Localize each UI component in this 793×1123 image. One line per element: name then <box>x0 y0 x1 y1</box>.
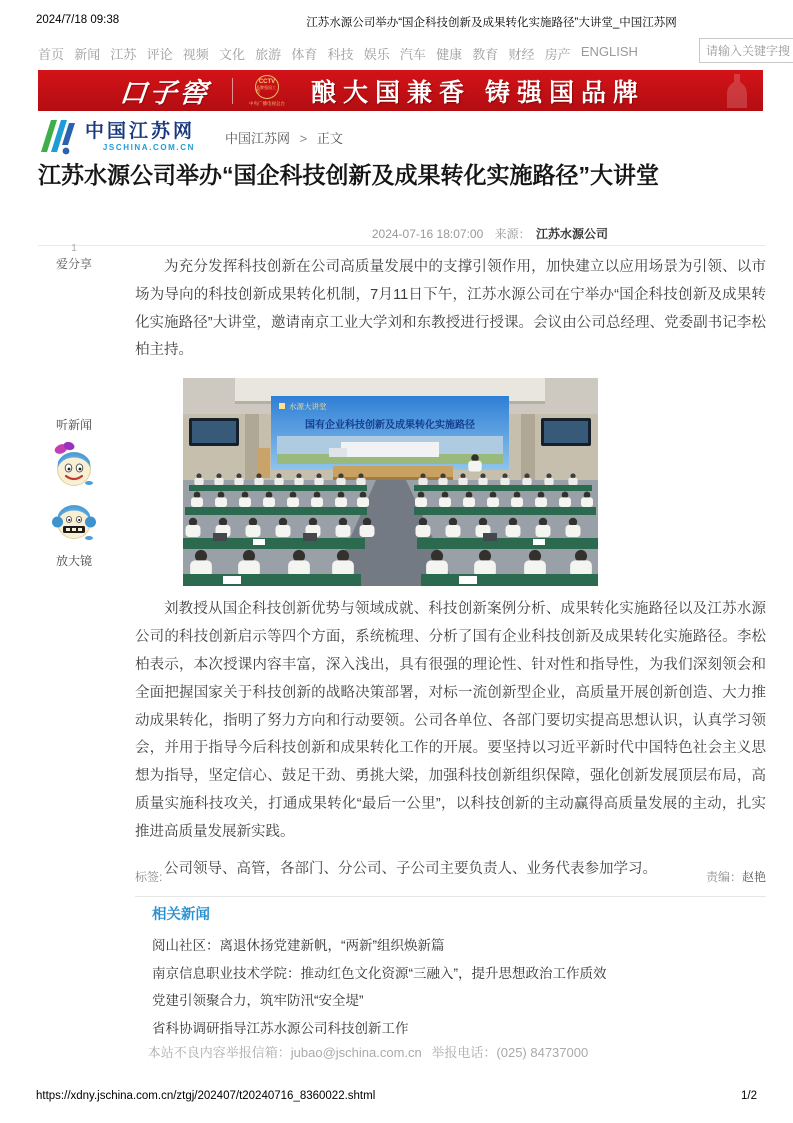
print-page-number: 1/2 <box>741 1090 757 1102</box>
cctv-text: CCTV <box>258 78 276 85</box>
related-news-item[interactable]: 南京信息职业技术学院：推动红色文化资源“三融入”，提升思想政治工作质效 <box>152 965 607 981</box>
source-label: 来源： <box>494 227 531 241</box>
nav-item-travel[interactable]: 旅游 <box>255 47 282 62</box>
jschina-logo-text-block[interactable] <box>85 122 195 152</box>
breadcrumb-separator: > <box>299 130 308 146</box>
nav-item-tech[interactable]: 科技 <box>327 47 354 62</box>
share-widget[interactable] <box>46 243 102 272</box>
search-input[interactable] <box>699 38 793 63</box>
nav-item-video[interactable]: 视频 <box>182 47 209 62</box>
print-datetime: 2024/7/18 09:38 <box>36 14 120 26</box>
nav-item-auto[interactable]: 汽车 <box>399 47 426 62</box>
editor-name: 赵艳 <box>741 870 766 884</box>
print-page-title: 江苏水源公司举办“国企科技创新及成果转化实施路径”大讲堂_中国江苏网 <box>306 17 677 29</box>
magnifier-mascot-icon[interactable] <box>51 495 97 543</box>
tags-row <box>135 868 766 897</box>
ad-brand-kouzijiao: 口子窖 <box>118 78 212 108</box>
article-source[interactable]: 江苏水源公司 <box>535 227 608 241</box>
print-footer <box>36 1090 757 1102</box>
article-title: 江苏水源公司举办“国企科技创新及成果转化实施路径”大讲堂 <box>38 162 659 188</box>
related-news <box>152 903 764 1043</box>
breadcrumb-home[interactable]: 中国江苏网 <box>225 130 291 146</box>
cctv-broadcaster-text: 中央广播电视总台 <box>249 100 285 106</box>
nav-item-house[interactable]: 房产 <box>544 47 571 62</box>
nav-item-ent[interactable]: 娱乐 <box>363 47 390 62</box>
phone-label: 举报电话： <box>431 1045 497 1060</box>
related-news-item[interactable]: 党建引领聚合力，筑牢防汛“安全堤” <box>152 993 364 1009</box>
related-news-list <box>152 932 764 1043</box>
share-count: 1 <box>71 243 77 254</box>
share-label: 爱分享 <box>55 257 92 271</box>
ad-banner[interactable] <box>38 70 763 111</box>
accessibility-tools <box>46 416 102 569</box>
nav-item-edu[interactable]: 教育 <box>472 47 499 62</box>
nav-item-culture[interactable]: 文化 <box>218 47 245 62</box>
listen-news-mascot-icon[interactable] <box>51 440 97 488</box>
related-news-item[interactable]: 省科协调研指导江苏水源公司科技创新工作 <box>152 1021 409 1037</box>
nav-item-home[interactable]: 首页 <box>38 47 65 62</box>
breadcrumb-current: 正文 <box>316 130 343 146</box>
photo-screen-tag: 水源大讲堂 <box>289 402 327 412</box>
logo-site-name: 中国江苏网 <box>85 121 196 143</box>
report-label: 本站不良内容举报信箱： <box>147 1045 291 1060</box>
cctv-brand-badge <box>249 75 285 106</box>
banner-divider <box>232 78 233 104</box>
paragraph: 刘教授从国企科技创新优势与领域成就、科技创新案例分析、成果转化实施路径以及江苏水源公司的科技创新启示等四个方面，系统梳理、分析了国有企业科技创新及成果转化实施路径。李松柏表示，本次授课内容丰富，深入浅出，具有很强的理论性、针对性和指导性，为我们深刻领会和全面把握国家关于科技创新的战略决策部署，对标一流创新型企业，高质量开展创新创造、大力推动成果转化，指明了努力方向和行动要领。公司各单位、各部门要切实提高思想认识，认真学习领会，并用于指导今后科技创新和成果转化工作的开展。要坚持以习近平新时代中国特色社会主义思想为指导，坚定信心、鼓足干劲、勇挑大梁，加强科技创新组织保障，强化创新发展顶层布局，高质量实施科技攻关，打通成果转化“最后一公里”，以科技创新的主动赢得高质量发展的主动，扎实推进高质量发展新实践。 <box>135 601 766 840</box>
cctv-program-text: 品牌强国工程 <box>256 84 276 95</box>
article-date: 2024-07-16 18:07:00 <box>371 227 484 241</box>
article-body <box>135 254 766 893</box>
nav-item-finance[interactable]: 财经 <box>508 47 535 62</box>
nav-item-health[interactable]: 健康 <box>436 47 463 62</box>
magnifier-label: 放大镜 <box>55 554 92 568</box>
top-nav <box>38 44 638 63</box>
editor-label: 责编： <box>705 870 742 884</box>
photo-screen-title: 国有企业科技创新及成果转化实施路径 <box>305 420 475 432</box>
print-header <box>36 14 757 30</box>
breadcrumb <box>225 128 343 147</box>
editor-block <box>706 868 766 885</box>
article-meta <box>38 225 766 242</box>
related-news-heading: 相关新闻 <box>152 907 210 923</box>
site-footer <box>38 1042 698 1061</box>
print-url: https://xdny.jschina.com.cn/ztgj/202407/t20240716_8360022.shtml <box>36 1090 376 1102</box>
bottle-icon <box>725 73 749 109</box>
report-phone: (025) 84737000 <box>496 1045 589 1060</box>
site-header <box>38 115 343 159</box>
nav-item-comment[interactable]: 评论 <box>146 47 173 62</box>
paragraph: 公司领导、高管，各部门、分公司、子公司主要负责人、业务代表参加学习。 <box>164 860 657 877</box>
paragraph: 为充分发挥科技创新在公司高质量发展中的支撑引领作用，加快建立以应用场景为引领、以市场为导向的科技创新成果转化机制，7月11日下午，江苏水源公司在宁举办“国企科技创新及成果转化实施路径”大讲堂，邀请南京工业大学刘和东教授进行授课。会议由公司总经理、党委副书记李松柏主持。 <box>135 259 766 359</box>
related-news-item[interactable]: 阅山社区：离退休扬党建新帆，“两新”组织焕新篇 <box>152 938 445 953</box>
listen-news-label: 听新闻 <box>55 418 92 432</box>
report-email-link[interactable]: jubao@jschina.com.cn <box>290 1045 422 1060</box>
nav-item-english[interactable]: ENGLISH <box>580 44 638 59</box>
logo-domain: JSCHINA.COM.CN <box>102 142 196 152</box>
nav-item-sports[interactable]: 体育 <box>291 47 318 62</box>
meta-divider <box>38 245 765 246</box>
nav-item-jiangsu[interactable]: 江苏 <box>110 47 137 62</box>
tags-label: 标签: <box>135 870 163 884</box>
ad-slogan: 酿大国兼香 铸强国品牌 <box>311 78 645 107</box>
nav-item-news[interactable]: 新闻 <box>74 47 101 62</box>
article-photo <box>183 378 598 586</box>
conference-photo-illustration <box>183 378 598 586</box>
jschina-logo-icon[interactable] <box>38 117 78 157</box>
cctv-laurel-icon <box>255 75 279 99</box>
